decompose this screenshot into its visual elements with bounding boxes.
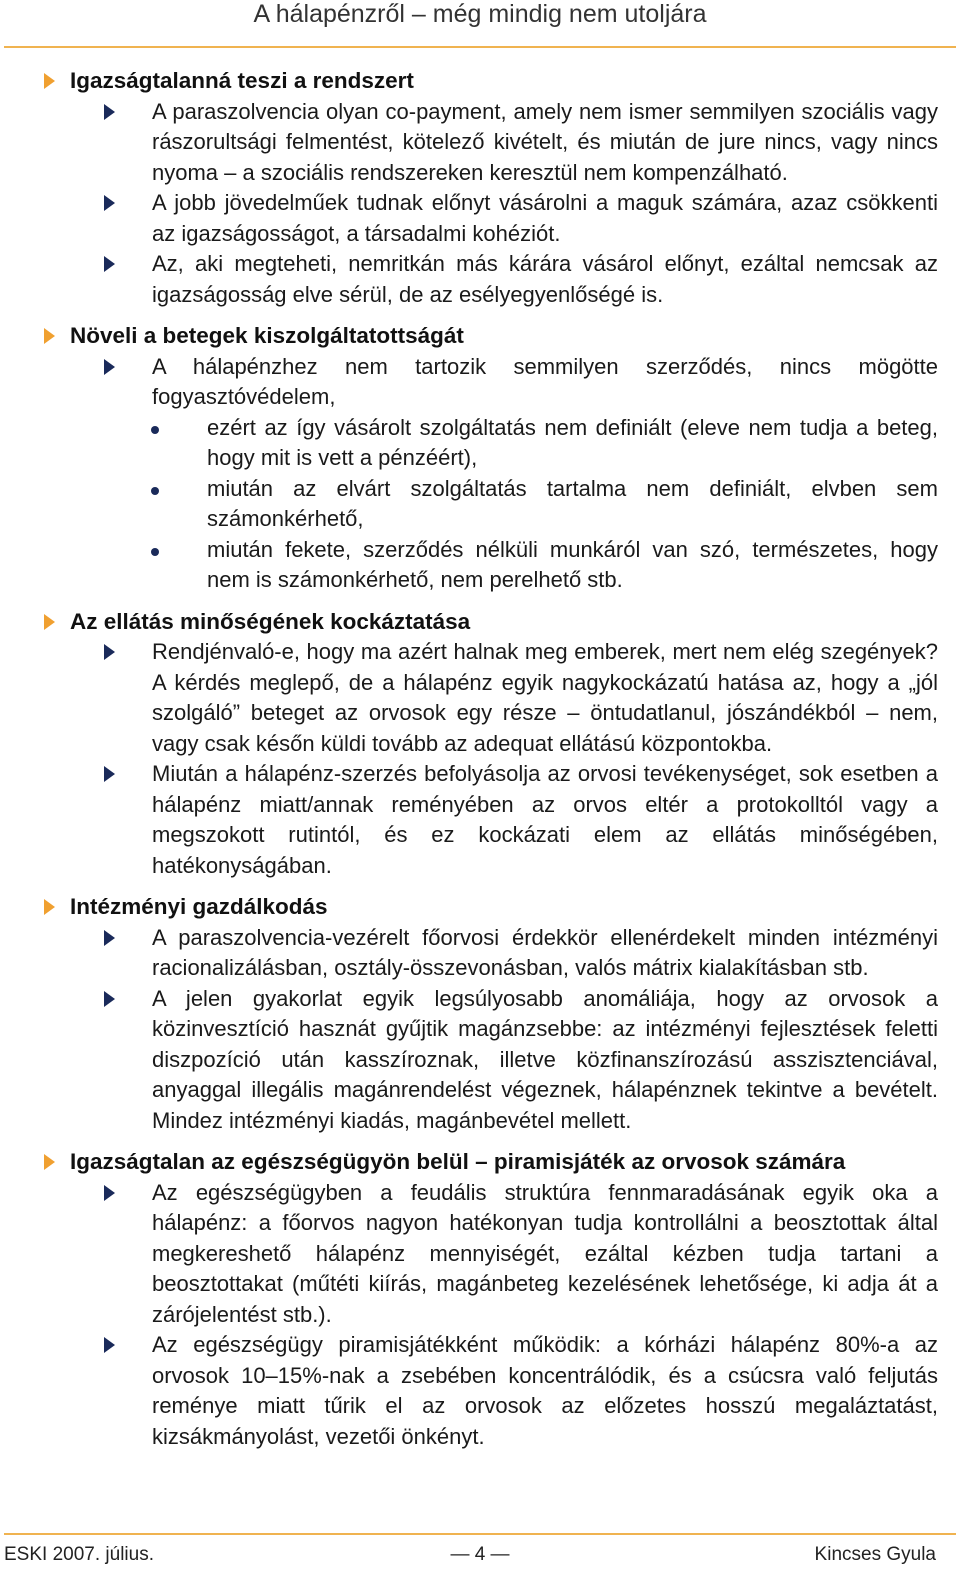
dark-triangle-arrow-icon	[104, 1185, 115, 1201]
section	[0, 1147, 960, 1452]
orange-triangle-arrow-icon	[44, 614, 55, 630]
footer-author: Kincses Gyula	[814, 1544, 936, 1565]
orange-triangle-arrow-icon	[44, 1154, 55, 1170]
item-text: Az egészségügy piramisjátékként működik: a kórházi hálapénz 80%-a az orvosok 10–15%-nak a zsebében koncentrálódik, és a csúcsra való feljutás reménye miatt tűrik el az orvosok az előzetes hosszú megaláztatást, kizsákmányolást, vezetői önkényt.	[152, 1332, 938, 1449]
list-item	[0, 637, 960, 759]
dark-triangle-arrow-icon	[104, 256, 115, 272]
dark-triangle-arrow-icon	[104, 359, 115, 375]
section	[0, 892, 960, 1136]
dark-triangle-arrow-icon	[104, 104, 115, 120]
list-item	[0, 984, 960, 1137]
sub-list-item	[0, 474, 960, 535]
sub-list-item	[0, 413, 960, 474]
item-text: Miután a hálapénz-szerzés befolyásolja az orvosi tevékenységet, sok esetben a hálapénz miatt/annak reményében az orvos eltér a protokolltól vagy a megszokott rutintól, és ez kockázati elem az ellátás minőségében, hatékonyságában.	[152, 761, 938, 878]
item-text: A paraszolvencia-vezérelt főorvosi érdekkör ellenérdekelt minden intézményi racionalizálásban, osztály-összevonásban, valós mátrix kialakításban stb.	[152, 924, 938, 980]
section	[0, 607, 960, 882]
footer-rule	[4, 1533, 956, 1535]
subitem-text: ezért az így vásárolt szolgáltatás nem definiált (eleve nem tudja a beteg, hogy mit is vett a pénzéért),	[207, 414, 938, 470]
section-heading	[0, 892, 960, 923]
section-heading	[0, 66, 960, 97]
dark-triangle-arrow-icon	[104, 644, 115, 660]
dark-triangle-arrow-icon	[104, 1337, 115, 1353]
section-heading	[0, 321, 960, 352]
bullet-dot-icon	[151, 426, 159, 434]
orange-triangle-arrow-icon	[44, 73, 55, 89]
item-text: Az, aki megteheti, nemritkán más kárára vásárol előnyt, ezáltal nemcsak az igazságosság elve sérül, de az esélyegyenlőségé is.	[152, 251, 938, 307]
page-number: — 4 —	[450, 1544, 510, 1565]
item-text: Az egészségügyben a feudális struktúra fennmaradásának egyik oka a hálapénz: a főorvos nagyon hatékonyan tudja kontrollálni a beosztottak által megkereshető hálapénz mennyiségét, ezáltal kézben tudja tartani a beosztottakat (műtéti kiírás, magánbeteg kezelésének lehetősége, ki adja át a zárójelentést stb.).	[152, 1179, 938, 1327]
heading-text: Növeli a betegek kiszolgáltatottságát	[70, 323, 464, 348]
sub-list-item	[0, 535, 960, 596]
dark-triangle-arrow-icon	[104, 930, 115, 946]
heading-text: Igazságtalan az egészségügyön belül – piramisjáték az orvosok számára	[70, 1149, 846, 1174]
list-item	[0, 1330, 960, 1452]
item-text: A paraszolvencia olyan co-payment, amely nem ismer semmilyen szociális vagy rászorultsági felmentést, kötelező kivételt, és miután de jure nincs, vagy nincs nyoma – a szociális rendszereken keresztül nem kompenzálható.	[152, 98, 938, 185]
item-text: Rendjénvaló-e, hogy ma azért halnak meg emberek, mert nem elég szegények? A kérdés meglepő, de a hálapénz egyik nagykockázatú hatása az, hogy a „jól szolgáló” beteget az orvosok egy része – öntudatlanul, jószándékból – nem, vagy csak későn küldi tovább az adequat ellátású központokba.	[152, 639, 938, 756]
page-footer	[0, 1543, 960, 1573]
list-item	[0, 923, 960, 984]
dark-triangle-arrow-icon	[104, 195, 115, 211]
orange-triangle-arrow-icon	[44, 328, 55, 344]
section-heading	[0, 1147, 960, 1178]
bullet-dot-icon	[151, 487, 159, 495]
item-text: A jobb jövedelműek tudnak előnyt vásárolni a maguk számára, azaz csökkenti az igazságosságot, a társadalmi kohéziót.	[152, 190, 938, 246]
list-item	[0, 1178, 960, 1331]
dark-triangle-arrow-icon	[104, 991, 115, 1007]
list-item	[0, 97, 960, 189]
item-text: A hálapénzhez nem tartozik semmilyen szerződés, nincs mögötte fogyasztóvédelem,	[152, 353, 938, 409]
list-item	[0, 759, 960, 881]
header-rule	[4, 46, 956, 48]
heading-text: Az ellátás minőségének kockáztatása	[70, 608, 471, 634]
list-item	[0, 352, 960, 413]
bullet-dot-icon	[151, 548, 159, 556]
orange-triangle-arrow-icon	[44, 899, 55, 915]
heading-text: Intézményi gazdálkodás	[70, 894, 328, 919]
page-header	[0, 0, 960, 46]
document-body	[0, 66, 960, 1463]
header-title: A hálapénzről – még mindig nem utoljára	[253, 0, 707, 28]
dark-triangle-arrow-icon	[104, 766, 115, 782]
subitem-text: miután az elvárt szolgáltatás tartalma nem definiált, elvben sem számonkérhető,	[207, 475, 938, 531]
section	[0, 321, 960, 596]
section	[0, 66, 960, 310]
subitem-text: miután fekete, szerződés nélküli munkáról van szó, természetes, hogy nem is számonkérhető, nem perelhető stb.	[207, 536, 938, 592]
list-item	[0, 188, 960, 249]
item-text: A jelen gyakorlat egyik legsúlyosabb anomáliája, hogy az orvosok a közinvesztíció hasznát gyűjtik magánzsebbe: az intézményi fejlesztések feletti diszpozíció után kasszíroznak, illetve közfinanszírozású asszisztenciával, anyaggal illegális magánrendelést végeznek, hálapénznek tekintve a bevételt. Mindez intézményi kiadás, magánbevétel mellett.	[152, 985, 938, 1133]
list-item	[0, 249, 960, 310]
section-heading	[0, 607, 960, 638]
footer-left-text: ESKI 2007. július.	[4, 1544, 154, 1565]
heading-text: Igazságtalanná teszi a rendszert	[70, 68, 414, 93]
